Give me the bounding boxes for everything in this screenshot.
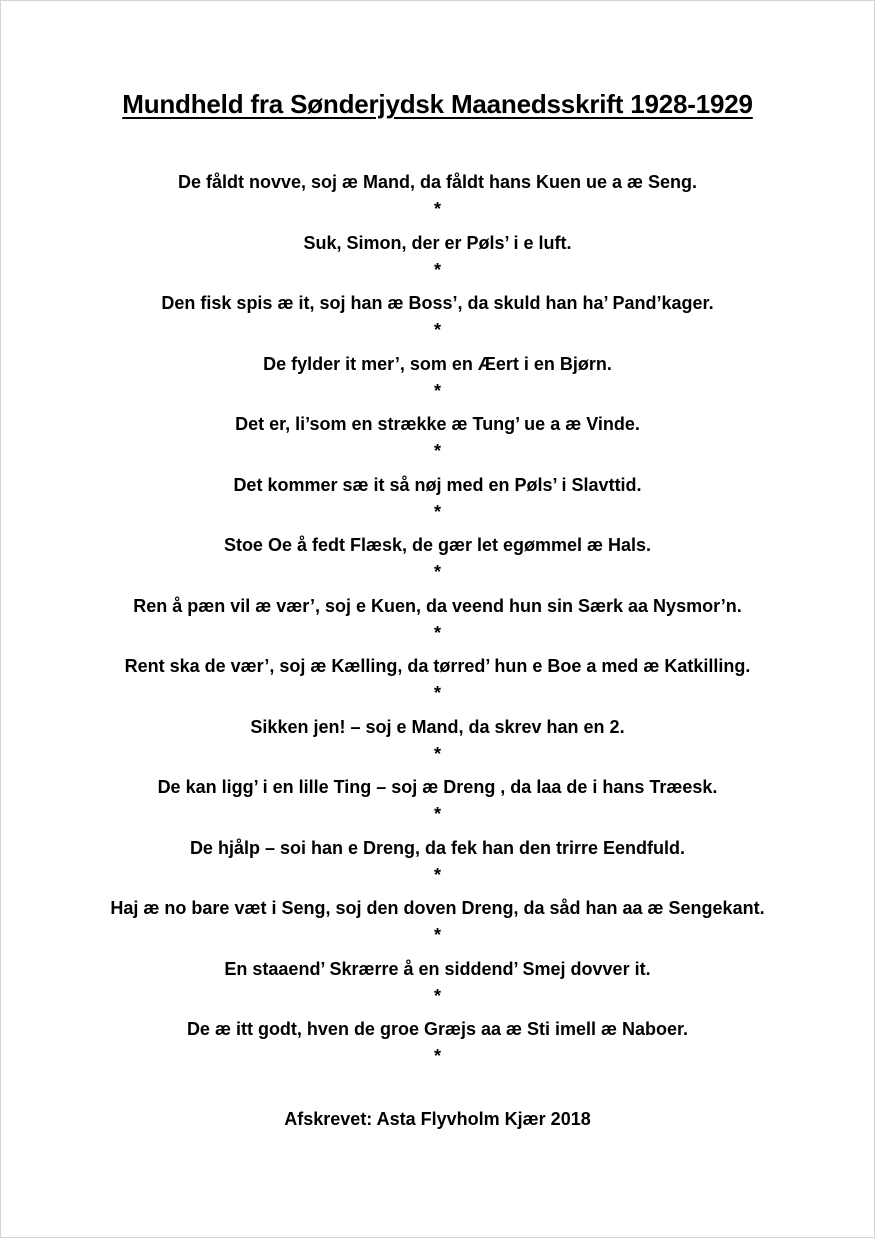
separator-star: *	[433, 441, 441, 461]
separator-star: *	[433, 562, 441, 582]
separator-star: *	[433, 864, 441, 885]
page-title-text: Mundheld fra Sønderjydsk Maanedsskrift 1928-1929	[122, 89, 753, 119]
page-title	[1, 87, 874, 121]
saying-9: Rent ska de vær’, soj æ Kælling, da tørred’ hun e Boe a med æ Katkilling.	[124, 656, 751, 676]
separator-star: *	[433, 743, 441, 764]
separator-star: *	[433, 380, 441, 401]
sayings-list	[1, 166, 874, 1074]
saying-2: Suk, Simon, der er Pøls’ i e luft.	[303, 232, 572, 253]
separator-star: *	[433, 259, 441, 280]
saying-8: Ren å pæn vil æ vær’, soj e Kuen, da veend hun sin Særk aa Nysmor’n.	[133, 595, 742, 616]
transcription-credit: Afskrevet: Asta Flyvholm Kjær 2018	[284, 1109, 591, 1129]
separator-star: *	[433, 683, 441, 703]
separator-star: *	[433, 1046, 441, 1066]
separator-star: *	[433, 985, 441, 1006]
saying-6: Det kommer sæ it så nøj med en Pøls’ i Slavttid.	[233, 474, 642, 495]
saying-14: En staaend’ Skrærre å en siddend’ Smej dovver it.	[224, 958, 651, 979]
separator-star: *	[433, 622, 441, 643]
saying-13: Haj æ no bare væt i Seng, soj den doven Dreng, da såd han aa æ Sengekant.	[110, 898, 765, 918]
saying-4: De fylder it mer’, som en Æert i en Bjørn.	[263, 353, 612, 374]
saying-3: Den fisk spis æ it, soj han æ Boss’, da skuld han ha’ Pand’kager.	[161, 293, 714, 313]
saying-7: Stoe Oe å fedt Flæsk, de gær let egømmel æ Hals.	[223, 535, 652, 555]
separator-star: *	[433, 199, 441, 219]
separator-star: *	[433, 501, 441, 522]
separator-star: *	[433, 804, 441, 824]
separator-star: *	[433, 320, 441, 340]
saying-10: Sikken jen! – soj e Mand, da skrev han en 2.	[250, 716, 625, 737]
saying-1: De fåldt novve, soj æ Mand, da fåldt hans Kuen ue a æ Seng.	[177, 172, 698, 192]
saying-12: De hjålp – soi han e Dreng, da fek han den trirre Eendfuld.	[189, 837, 686, 858]
saying-11: De kan ligg’ i en lille Ting – soj æ Dreng , da laa de i hans Træesk.	[157, 777, 718, 797]
separator-star: *	[433, 925, 441, 945]
saying-15: De æ itt godt, hven de groe Græjs aa æ Sti imell æ Naboer.	[186, 1019, 689, 1039]
saying-5: Det er, li’som en strække æ Tung’ ue a æ Vinde.	[235, 414, 640, 434]
